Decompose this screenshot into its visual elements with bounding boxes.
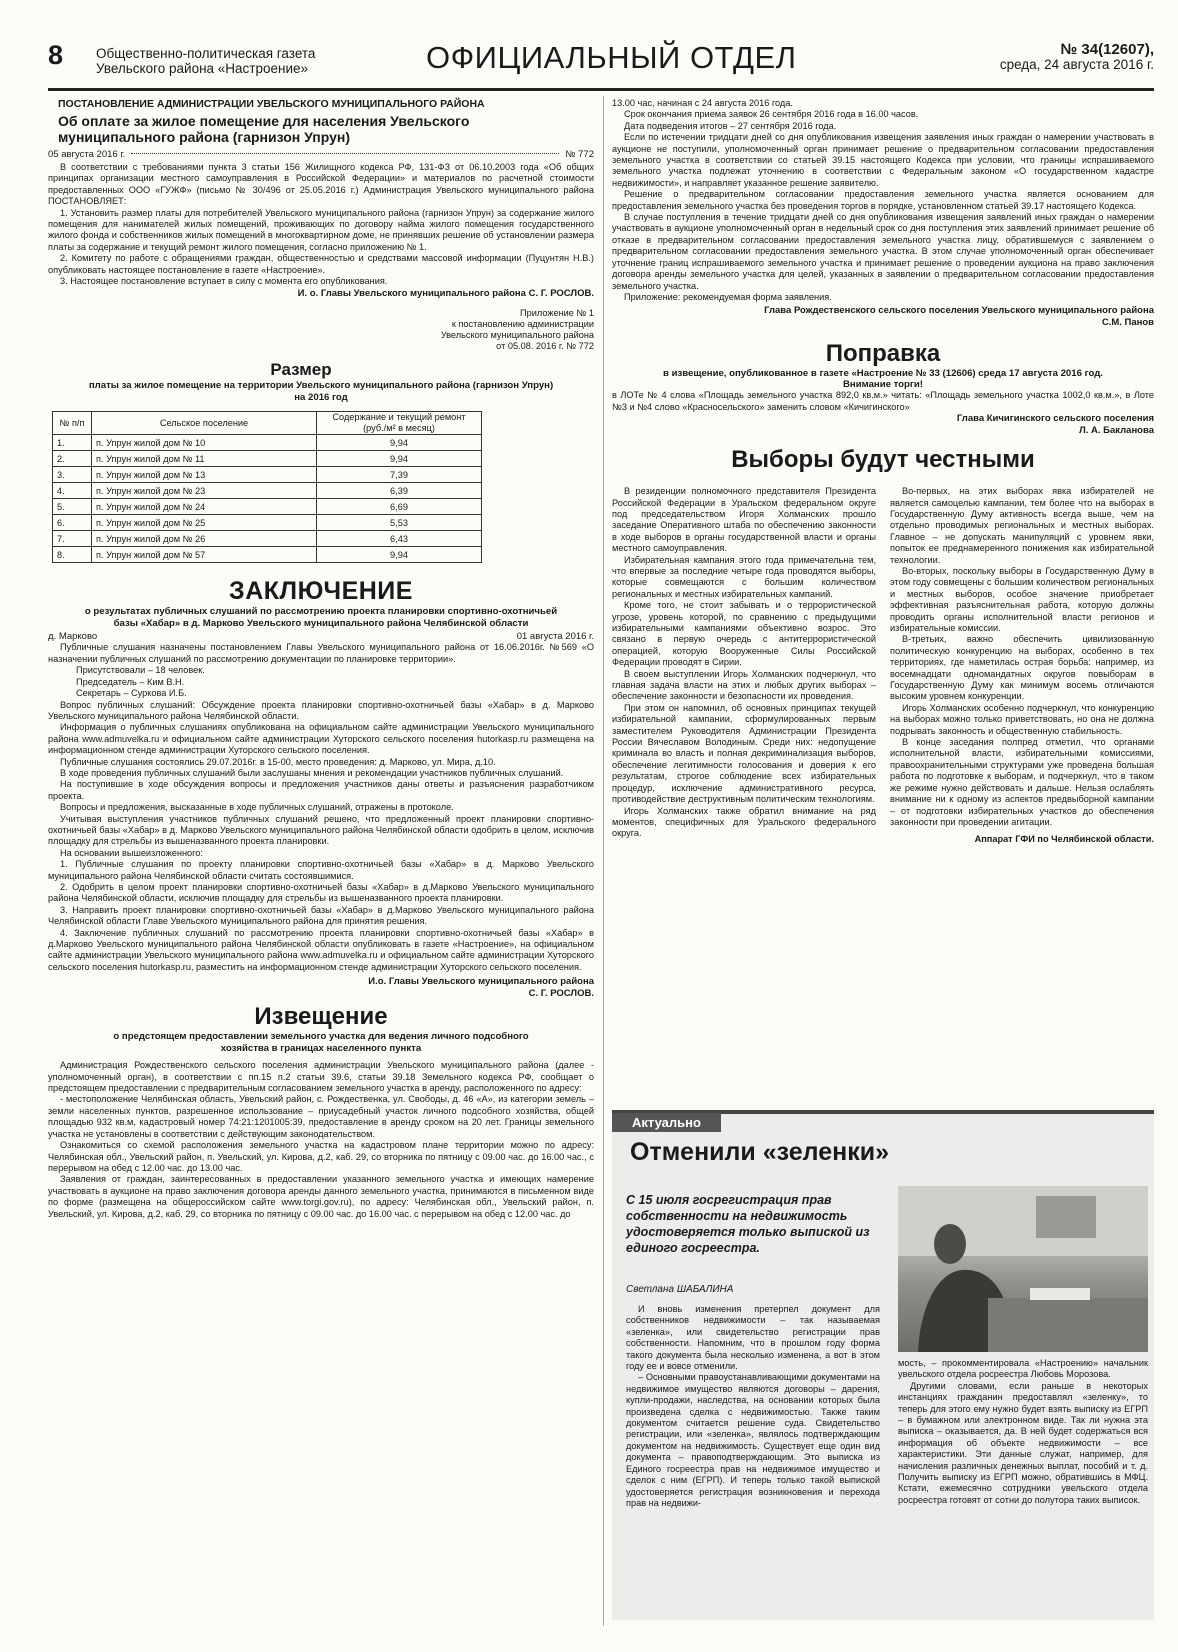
- paragraph: 3. Направить проект планировки спортивно-охотничьей базы «Хабар» в д.Марково Увельского муниципального района Челябинской области Главе Увельского муниципального района для принятия решения.: [48, 904, 594, 927]
- actual-col-1: [626, 1304, 880, 1509]
- appendix-line: к постановлению администрации: [451, 319, 594, 330]
- paragraph: Срок окончания приема заявок 26 сентября 2016 года в 16.00 часов.: [624, 109, 919, 120]
- cell-num: 7.: [53, 531, 92, 547]
- paragraph: Присутствовали – 18 человек.: [76, 665, 205, 676]
- paragraph: Игорь Холманских особенно подчеркнул, что конкуренцию на выборах можно только приветствовать, но она не должна подрывать законность и общественную стабильность.: [890, 702, 1154, 736]
- fee-table: [52, 411, 482, 563]
- paragraph: И вновь изменения претерпел документ для собственников недвижимости – так называемая «зеленка», или свидетельство регистрации прав собственности. Напомним, что в прошлом году форма такого документа была несколько изменена, а вот в этом году ее и вовсе отменили.: [626, 1304, 880, 1372]
- table-row: [53, 499, 482, 515]
- paragraph: В-третьих, важно обеспечить цивилизованную политическую конкуренцию на выборах, особенно в тех территориях, где наметилась острая борьба: например, из восемнадцати одномандатных округов повыборам в Государственную Думу как минимум восемь отличаются высоким уровнем конкуренции.: [890, 634, 1154, 702]
- cell-house: п. Упрун жилой дом № 23: [92, 483, 317, 499]
- resolution-kicker: ПОСТАНОВЛЕНИЕ АДМИНИСТРАЦИИ УВЕЛЬСКОГО МУНИЦИПАЛЬНОГО РАЙОНА: [58, 98, 485, 110]
- cell-rate: 6,39: [317, 483, 482, 499]
- table-row: [53, 515, 482, 531]
- elections-col-2: [890, 486, 1154, 846]
- resolution-dateline: [48, 149, 594, 160]
- elections-columns: [612, 486, 1154, 846]
- dateline-dots: [131, 153, 559, 154]
- paragraph: Приложение: рекомендуемая форма заявления.: [624, 291, 832, 302]
- cell-house: п. Упрун жилой дом № 57: [92, 547, 317, 563]
- cell-num: 2.: [53, 451, 92, 467]
- appendix-line: Увельского муниципального района: [440, 330, 594, 341]
- paragraph: 2. Одобрить в целом проект планировки спортивно-охотничьей базы «Хабар» в д.Марково Увельского муниципального района Челябинской области, исключив площадку для стрельбы из вышеназванного проекта планировки.: [48, 882, 594, 904]
- table-row: [53, 451, 482, 467]
- issue-number: № 34(12607),: [1060, 41, 1154, 58]
- issue-date: среда, 24 августа 2016 г.: [999, 57, 1154, 72]
- notice-signature: [612, 305, 1154, 328]
- paragraph: В конце заседания полпред отметил, что органами исполнительной власти, избирательными комиссиями, правоохранительными структурами уже проведена большая работа по подготовке к выборам, и подчеркнул, что в таком же режиме нужно действовать и дальше. Нельзя ослаблять внимание ни к одному из аспектов предвыборной кампании – от подготовки избирательных участков до обеспечения законности при проведении агитации.: [890, 737, 1154, 827]
- resolution-number: № 772: [565, 149, 594, 160]
- paragraph: 2. Комитету по работе с обращениями граждан, общественностью и средствами массовой информации (Пуцунтян Н.В.) опубликовать настоящее постановление в газете «Настроение».: [48, 253, 594, 275]
- paragraph: Кроме того, не стоит забывать и о террористической угрозе, уровень которой, по сравнению с предыдущими избирательными кампаниями объективно возрос. Это связано в первую очередь с антитеррористической операцией, которую Вооруженные Силы Российской Федерации проводят в Сирии.: [612, 600, 876, 668]
- correction-signature: [612, 413, 1154, 436]
- left-column: [48, 98, 594, 1220]
- cell-num: 8.: [53, 547, 92, 563]
- actual-box: [612, 1110, 1154, 1620]
- resolution-body: [48, 162, 594, 287]
- paragraph: Вопрос публичных слушаний: Обсуждение проекта планировки спортивно-охотничьей базы «Хабар» в д. Марково Увельского муниципального района Челябинской области.: [48, 699, 594, 721]
- table-row: [53, 467, 482, 483]
- correction-subtitle: в извещение, опубликованное в газете «Настроение № 33 (12606) среда 17 августа 2016 год.: [663, 368, 1103, 380]
- paragraph: Администрация Рождественского сельского поселения администрации Увельского муниципального района (далее - уполномоченный орган), в соответствии с пп.15 п.2 статьи 39.6, статьи 39.18 Земельного кодекса РФ, сообщает о предстоящем предоставлении с предварительным согласованием земельного участка в аренду, расположенного по адресу:: [48, 1060, 594, 1094]
- appendix-line: от 05.08. 2016 г. № 772: [496, 341, 594, 352]
- signature-line: Глава Рождественского сельского поселения Увельского муниципального района: [764, 305, 1154, 317]
- paragraph: Заявления от граждан, заинтересованных в предоставлении указанного земельного участка и имеющих намерение участвовать в аукционе на право заключения договора аренды данного земельного участка, принимаются в письменном виде по форме (размещена на общероссийском сайте www.torgi.gov.ru), по адресу: Челябинская обл., Увельский район, п. Увельский, ул. Кирова, д.2, каб. 29, со вторника по пятницу с 09.00 час. до 16.00 час. с перерывом на обед с 12.00 час. до: [48, 1174, 594, 1219]
- appendix-lines: [48, 308, 594, 352]
- correction-title: Поправка: [825, 340, 941, 368]
- table-row: [53, 547, 482, 563]
- signature-line: С. Г. РОСЛОВ.: [528, 987, 594, 999]
- paragraph: 1. Установить размер платы для потребителей Увельского муниципального района (гарнизон Упрун) за содержание жилого помещения для нанимателей жилых помещений, проживающих по договору найма жилого помещения государственного жилого фонда и собственников жилых помещений в многоквартирном доме, не принявших решение об установлении размера платы за содержание и текущий ремонт жилого помещения, согласно приложению № 1.: [48, 207, 594, 252]
- cell-rate: 7,39: [317, 467, 482, 483]
- paragraph: - местоположение Челябинская область, Увельский район, с. Рождественка, ул. Свободы, д. 46 «А», из категории земель – земли населенных пунктов, разрешенное использование – приусадебный участок личного подсобного хозяйства, общей площадью 932 кв.м, кадастровый номер 74:21:1201005:39, предоставление в аренду сроком на 20 лет. Границы земельного участка не установлены в соответствии с действующим законодательством.: [48, 1094, 594, 1139]
- table-row: [53, 531, 482, 547]
- paragraph: Председатель – Ким В.Н.: [76, 676, 185, 687]
- header-cell: Сельское поселение: [92, 412, 317, 435]
- cell-num: 5.: [53, 499, 92, 515]
- actual-col-2: [898, 1358, 1148, 1506]
- cell-num: 3.: [53, 467, 92, 483]
- right-column: [612, 98, 1154, 846]
- actual-rubric: Актуально: [612, 1113, 721, 1132]
- paragraph: Во-вторых, поскольку выборы в Государственную Думу в этом году совмещены с большим количеством региональных и местных выборов, особое значение приобретает эффективная разъяснительная работа, которую должны проводить органы исполнительной власти регионов и избирательные комиссии.: [890, 565, 1154, 633]
- paragraph: 1. Публичные слушания по проекту планировки спортивно-охотничьей базы «Хабар» в д. Марково Увельского муниципального района Челябинской области считать состоявшимися.: [48, 859, 594, 881]
- cell-rate: 9,94: [317, 435, 482, 451]
- paragraph: В резиденции полномочного представителя Президента Российской Федерации в Уральском федеральном округе под председательством Игоря Холманских прошло заседание Оперативного штаба по обеспечению законности в ходе выборов в органы государственной власти и органы местного самоуправления.: [612, 486, 876, 554]
- paragraph: В случае поступления в течение тридцати дней со дня опубликования извещения заявлений иных граждан о намерении участвовать в аукционе уполномоченный орган в недельный срок со дня поступления этих заявлений принимает решение об отказе в предварительном согласовании предоставления земельного участка лицу, обратившемуся с заявлением о предварительном согласовании предоставления земельного участка. В этом случае уполномоченный орган обеспечивает уточнение границ испрашиваемого земельного участка и принимает решение о проведении аукциона на право заключения договора аренды земельного участка для целей, указанных в заявлении о предварительном согласовании предоставления земельного участка.: [612, 212, 1154, 291]
- paragraph: В ходе проведения публичных слушаний были заслушаны мнения и рекомендации участников публичных слушаний.: [60, 767, 564, 778]
- paragraph: Секретарь – Суркова И.Б.: [76, 688, 187, 699]
- resolution-signature: И. о. Главы Увельского муниципального района С. Г. РОСЛОВ.: [297, 288, 594, 300]
- cell-house: п. Упрун жилой дом № 26: [92, 531, 317, 547]
- woman-reading-photo: [898, 1186, 1148, 1352]
- cell-house: п. Упрун жилой дом № 10: [92, 435, 317, 451]
- fee-title: Размер: [270, 360, 332, 380]
- paragraph: Учитывая выступления участников публичных слушаний решено, что предложенный проект планировки спортивно-охотничьей базы «Хабар» в д. Марково Увельского муниципального района Челябинской области одобрить в целом, исключив площадку для стрельбы из вышеназванного проекта планировки.: [48, 813, 594, 847]
- notice-body: [48, 1060, 594, 1220]
- cell-house: п. Упрун жилой дом № 11: [92, 451, 317, 467]
- conclusion-date: 01 августа 2016 г.: [516, 631, 594, 643]
- cell-rate: 6,43: [317, 531, 482, 547]
- actual-lead: С 15 июля госрегистрация прав собственности на недвижимость удостоверяется только выпиской из единого госреестра.: [626, 1193, 870, 1255]
- cell-num: 4.: [53, 483, 92, 499]
- cell-rate: 6,69: [317, 499, 482, 515]
- notice-subtitle: о предстоящем предоставлении земельного участка для ведения личного подсобного хозяйства в границах населенного пункта: [113, 1031, 529, 1054]
- paragraph: мость, – прокомментировала «Настроению» начальник увельского отдела росреестра Любовь Морозова.: [898, 1358, 1148, 1380]
- paragraph: Ознакомиться со схемой расположения земельного участка на кадастровом плане территории можно по адресу: Челябинская обл., Увельский район, п. Увельский, ул. Кирова, д.2, каб. 29, со вторника по пятницу с 09.00 час. до 16.00 час., с перерывом на обед с 12.00 час. до 13.00 час.: [48, 1140, 594, 1173]
- correction-body: в ЛОТе № 4 слова «Площадь земельного участка 892,0 кв.м.» читать: «Площадь земельного участка 1002,0 кв.м.», в Лоте №3 и №4 слово «Красносельского» заменить словом «Кичигинского»: [612, 390, 1154, 412]
- signature-line: Л. А. Бакланова: [1079, 424, 1154, 436]
- cell-house: п. Упрун жилой дом № 24: [92, 499, 317, 515]
- publication-name: [96, 46, 315, 76]
- paragraph: Игорь Холманских также обратил внимание на ряд моментов, специфичных для Уральского федерального округа.: [612, 805, 876, 839]
- paragraph: Дата подведения итогов – 27 сентября 2016 года.: [624, 120, 837, 131]
- cell-rate: 9,94: [317, 547, 482, 563]
- paragraph: В своем выступлении Игорь Холманских подчеркнул, что главная задача власти на этих и любых других выборах – обеспечение законности и безопасности их проведения.: [612, 668, 876, 702]
- paragraph: Другими словами, если раньше в некоторых инстанциях гражданин предоставлял «зеленку», то теперь для этого ему нужно будет взять выписку из ЕГРП – в бумажном или электронном виде. Так ли нужна эта выписка – оказывается, да. В ней будет содержаться вся информация об объекте недвижимости – все характеристики. Эти данные служат, например, для начисления различных денежных выплат, пособий и т. д. Получить выписку из ЕГРП можно, обратившись в МФЦ. Кстати, ежемесячно сотрудники увельского отдела росреестра готовят от сотни до полутора таких выписок.: [898, 1380, 1148, 1505]
- paragraph: Вопросы и предложения, высказанные в ходе публичных слушаний, отражены в протоколе.: [60, 802, 454, 813]
- fee-subtitle: платы за жилое помещение на территории Увельского муниципального района (гарнизон Упрун) на 2016 год: [88, 380, 554, 403]
- publication-line-2: Увельского района «Настроение»: [96, 61, 309, 76]
- header-cell: Содержание и текущий ремонт (руб./м² в месяц): [317, 412, 482, 435]
- paragraph: Во-первых, на этих выборах явка избирателей не является самоцелью кампании, тем более что на выборах в Государственную Думу активность всегда выше, чем на отдельно проводимых региональных и местных выборах. Главное – не допускать манипуляций с уровнем явки, попыток ее преднамеренного понижения как избирательной технологии.: [890, 486, 1154, 565]
- signature-line: Глава Кичигинского сельского поселения: [956, 413, 1154, 425]
- issue-info: [1000, 42, 1154, 72]
- paragraph: Публичные слушания назначены постановлением Главы Увельского муниципального района от 16.06.2016г. №569 «О назначении публичных слушаний по рассмотрению документации по планировке территории».: [48, 642, 594, 664]
- elections-title: Выборы будут честными: [731, 446, 1035, 474]
- resolution-title: Об оплате за жилое помещение для населения Увельского муниципального района (гарнизон Упрун): [58, 113, 470, 145]
- paragraph: – Основными правоустанавливающими документами на недвижимое имущество являются договоры – дарения, купли-продажи, наследства, на основании которых была произведена сделка с недвижимостью. Также таким документом считается решение суда. Свидетельство регистрации, или «зеленка», являлось подтверждающим документом на недвижимость. Существует еще один вид документа – правоподтверждающим. Это выписка из Единого госреестра прав на недвижимое имущество и сделок с ним (ЕГРП). И теперь только такой выпиской удостоверяется регистрация возникновения и перехода прав на недвижи-: [626, 1372, 880, 1508]
- cell-rate: 5,53: [317, 515, 482, 531]
- conclusion-subtitle: о результатах публичных слушаний по рассмотрению проекта планировки спортивно-охотничьей базы «Хабар» в д. Марково Увельского муниципального района Челябинской области: [84, 606, 558, 629]
- paragraph: 3. Настоящее постановление вступает в силу с момента его опубликования.: [60, 276, 388, 287]
- paragraph: Если по истечении тридцати дней со дня опубликования извещения заявления иных граждан о намерении участвовать в аукционе не поступили, уполномоченный орган принимает решение о предварительном согласовании предоставления земельного участка в соответствии со статьей 39.15 настоящего Кодекса при условии, что границы испрашиваемого земельного участка подлежат уточнению в соответствии с Федеральным законом «О государственном кадастре недвижимости», и направляет указанное решение заявителю.: [612, 132, 1154, 188]
- actual-title: Отменили «зеленки»: [630, 1138, 889, 1166]
- elections-signature: Аппарат ГФИ по Челябинской области.: [974, 834, 1154, 845]
- paragraph: 13.00 час, начиная с 24 августа 2016 года.: [612, 98, 793, 108]
- correction-subtitle-2: Внимание торги!: [842, 379, 923, 391]
- header-cell: № п/п: [53, 412, 92, 435]
- notice-continuation: [612, 98, 1154, 303]
- notice-title: Извещение: [254, 1003, 388, 1031]
- paragraph: 4. Заключение публичных слушаний по рассмотрению проекта планировки спортивно-охотничьей базы «Хабар» в д.Марково Увельского муниципального района Челябинской области опубликовать в газете «Настроение», на официальном сайте администрации Увельского муниципального района www.admuvelka.ru и официальном сайте администрации Хуторского сельского поселения hutorkasp.ru, разместить на информационном стенде администрации Хуторского сельского поселения.: [48, 927, 594, 972]
- cell-house: п. Упрун жилой дом № 25: [92, 515, 317, 531]
- paragraph: На основании вышеизложенного:: [60, 847, 203, 858]
- signature-line: И.о. Главы Увельского муниципального района: [368, 976, 594, 988]
- cell-num: 1.: [53, 435, 92, 451]
- paragraph: В соответствии с требованиями пункта 3 статьи 156 Жилищного кодекса РФ, 131-ФЗ от 06.10.2003 года «Об общих принципах организации местного самоуправления в Российской Федерации» и материалов по расчетной стоимости предоставленных ООО «ГУЖФ» (письмо № 30/496 от 25.05.2016 г.) Администрация Увельского муниципального района ПОСТАНОВЛЯЕТ:: [48, 162, 594, 207]
- conclusion-body: [48, 642, 594, 973]
- table-row: [53, 483, 482, 499]
- appendix-line: Приложение № 1: [520, 308, 594, 319]
- conclusion-dateline: [48, 631, 594, 642]
- paragraph: Избирательная кампания этого года примечательна тем, что впервые за последние четыре года проводятся выборы, которые совмещаются с большим количеством региональных и местных избирательных кампаний.: [612, 554, 876, 599]
- actual-photo: [898, 1186, 1148, 1352]
- page-number: 8: [48, 40, 64, 70]
- fee-table-header: [53, 412, 482, 435]
- section-title: ОФИЦИАЛЬНЫЙ ОТДЕЛ: [426, 40, 797, 75]
- cell-num: 6.: [53, 515, 92, 531]
- column-divider: [603, 96, 604, 1626]
- paragraph: Решение о предварительном согласовании предоставления земельного участка является основанием для предоставления земельного участка без проведения торгов в порядке, установленном статьей 39.17 настоящего Кодекса.: [612, 189, 1154, 211]
- conclusion-signature: [48, 976, 594, 999]
- table-row: [53, 435, 482, 451]
- paragraph: Публичные слушания состоялись 29.07.2016г. в 15-00, место проведения: д. Марково, ул. Мира, д.10.: [60, 756, 496, 767]
- conclusion-place: д. Марково: [48, 631, 98, 643]
- elections-col-1: [612, 486, 876, 846]
- cell-rate: 9,94: [317, 451, 482, 467]
- paragraph: Информация о публичных слушаниях опубликована на официальном сайте администрации Увельского муниципального района www.admuvelka.ru и официальном сайте администрации Хуторского сельского поселения hutorkasp.ru размещена на информационном стенде администрации Хуторского сельского поселения.: [48, 722, 594, 756]
- header-rule: [48, 88, 1154, 91]
- paragraph: При этом он напомнил, об основных принципах текущей избирательной кампании, сформулированных первым заместителем Руководителя Администрации Президента России Вячеславом Володиным. Среди них: недопущение криминала во власть и полная декриминализация выборов, обеспечение легитимности голосования и доверия к его результатам, строгое соблюдение всех избирательных процедур, исключение административного ресурса, противодействие деструктивным политическим технологиям.: [612, 702, 876, 805]
- signature-line: С.М. Панов: [1101, 316, 1154, 328]
- conclusion-title: ЗАКЛЮЧЕНИЕ: [229, 577, 413, 606]
- actual-author: Светлана ШАБАЛИНА: [626, 1284, 734, 1295]
- cell-house: п. Упрун жилой дом № 13: [92, 467, 317, 483]
- paragraph: На поступившие в ходе обсуждения вопросы и предложения участников даны ответы и разъяснения разработчиком проекта.: [48, 779, 594, 801]
- resolution-date: 05 августа 2016 г.: [48, 149, 126, 160]
- publication-line-1: Общественно-политическая газета: [96, 46, 316, 61]
